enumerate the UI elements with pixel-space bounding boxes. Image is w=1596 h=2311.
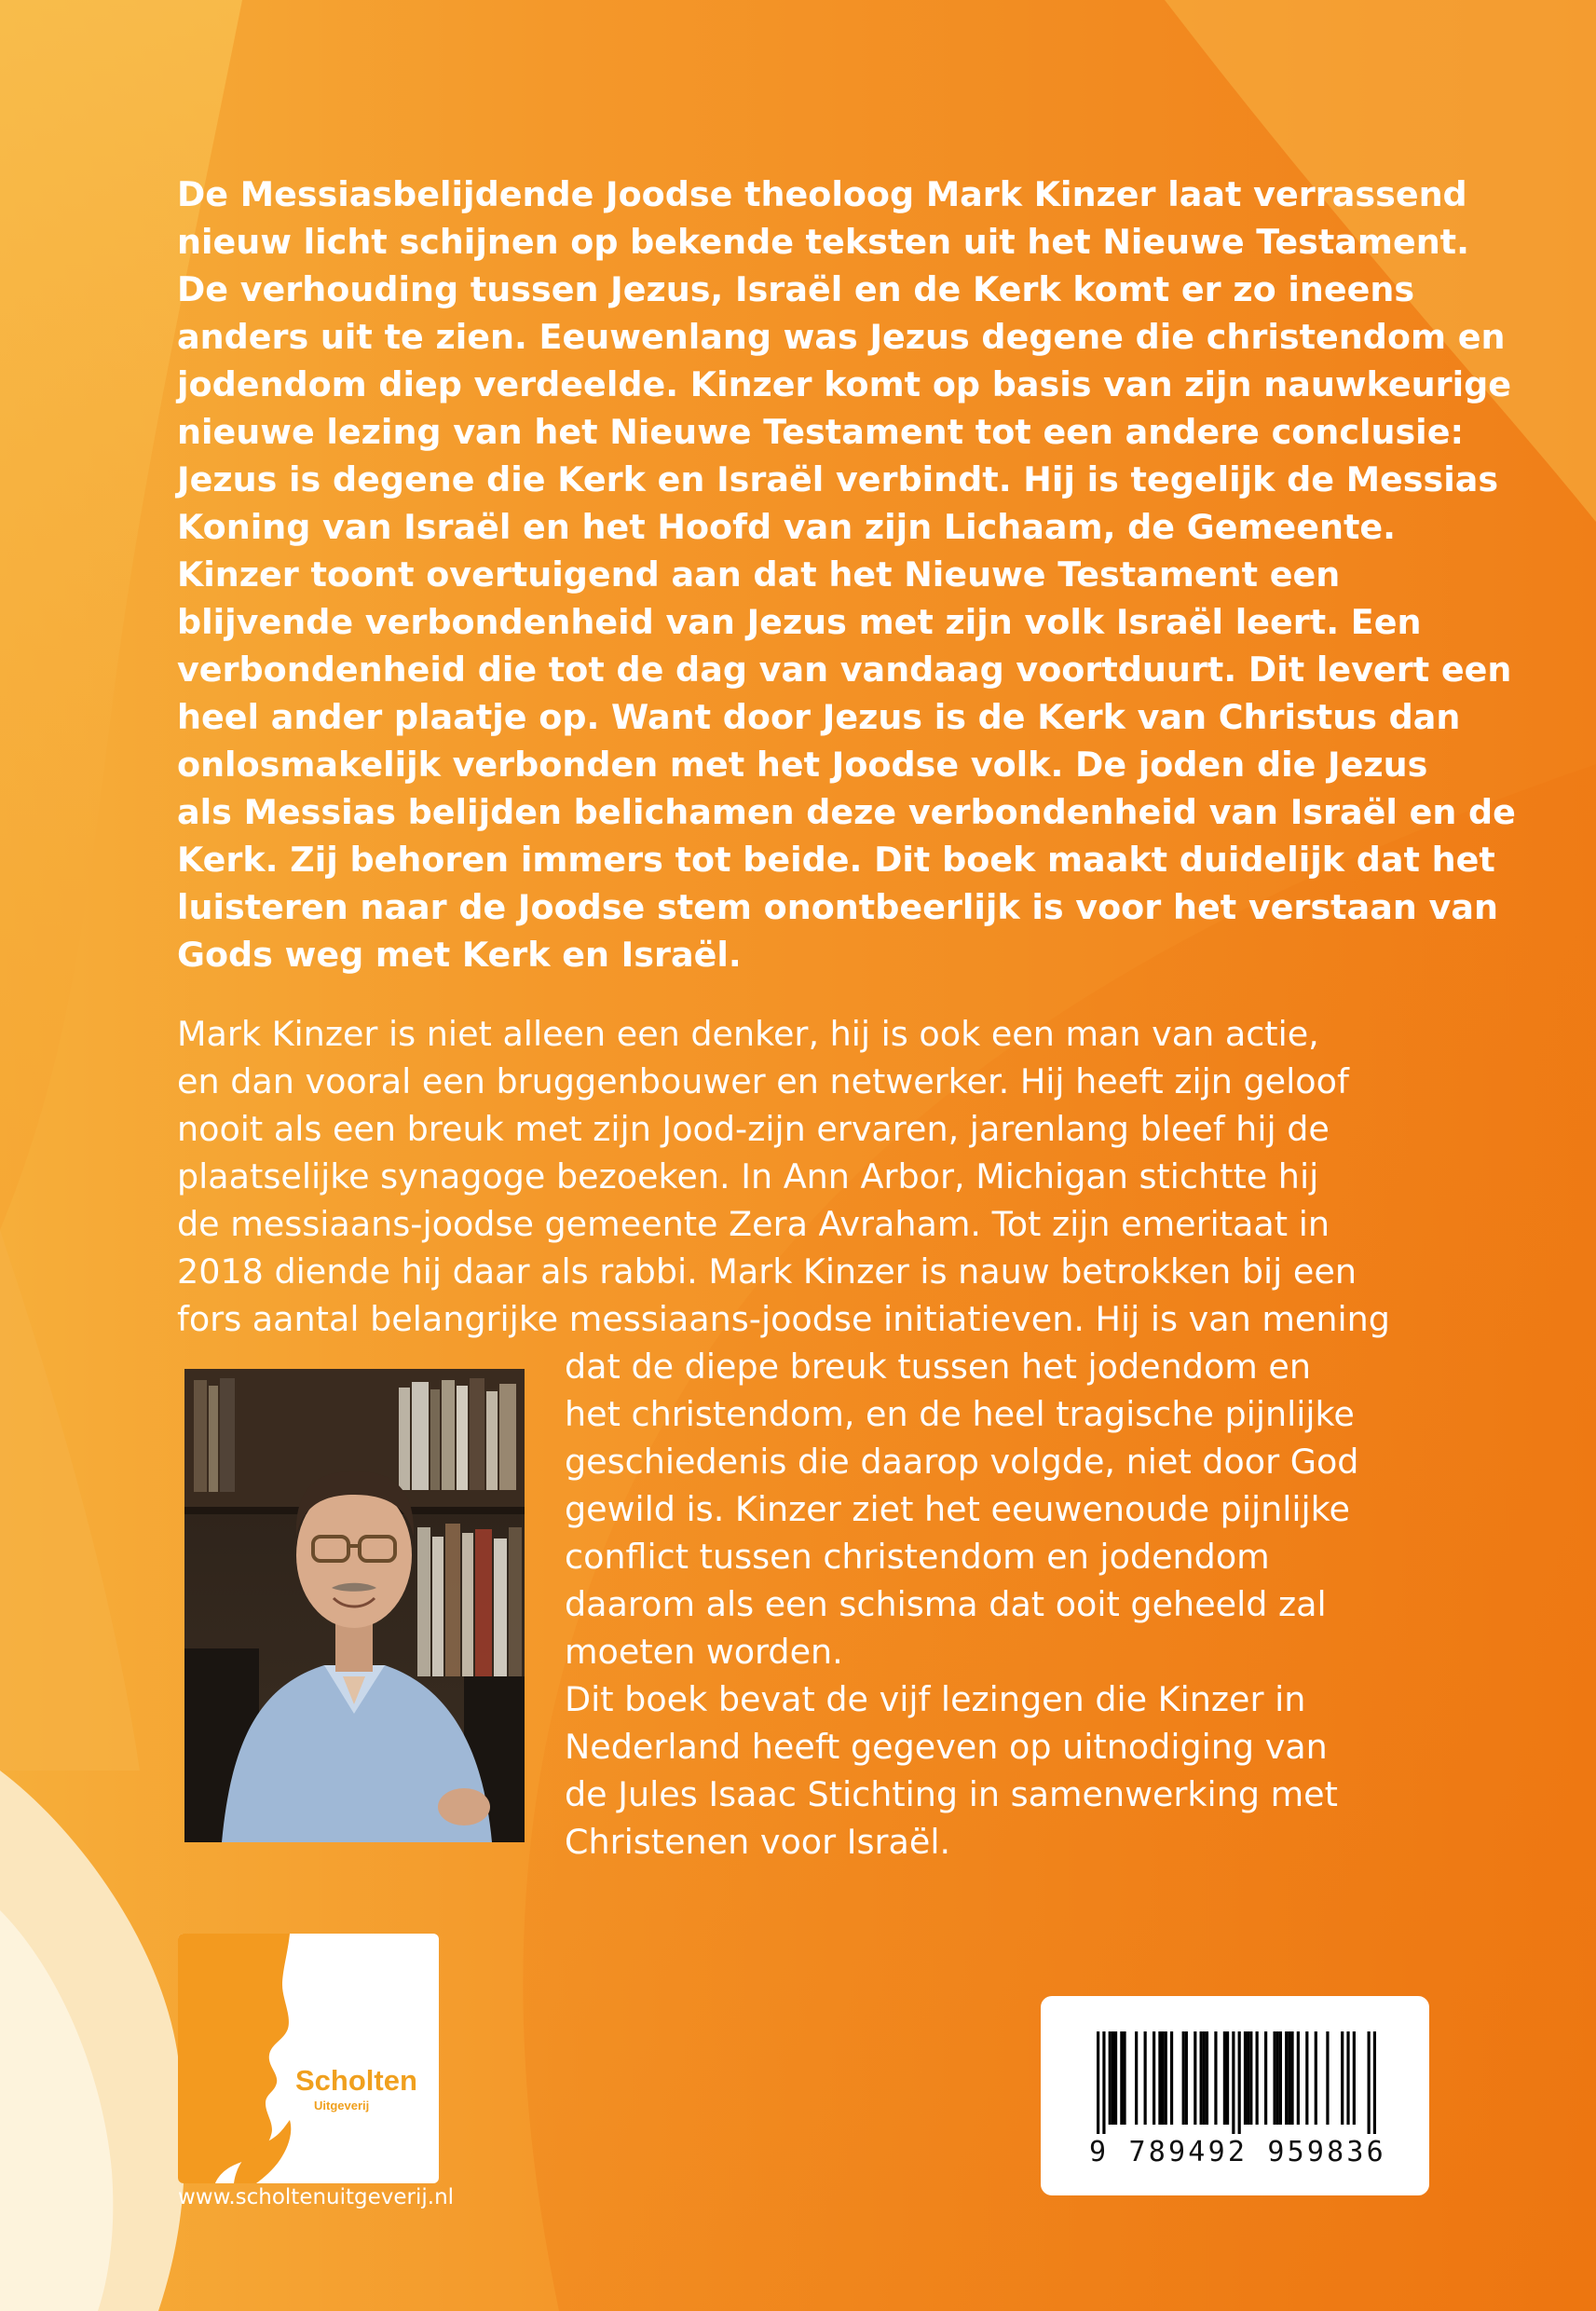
isbn-barcode [1041, 1996, 1429, 2195]
barcode-bar [1244, 2031, 1247, 2125]
barcode-bar [1226, 2031, 1229, 2125]
barcode-bar [1285, 2031, 1288, 2125]
publisher-logo [178, 1934, 439, 2183]
bio-line: plaatselijke synagoge bezoeken. In Ann Arbor, Michigan stichtte hij [177, 1156, 1319, 1197]
description-line: als Messias belijden belichamen deze verbondenheid van Israël en de [177, 792, 1516, 832]
barcode-bar [1182, 2031, 1185, 2125]
description-line: De Messiasbelijdende Joodse theoloog Mark Kinzer laat verrassend [177, 174, 1467, 214]
bio-line: gewild is. Kinzer ziet het eeuwenoude pijnlijke [565, 1489, 1350, 1529]
bio-line: 2018 diende hij daar als rabbi. Mark Kinzer is nauw betrokken bij een [177, 1251, 1357, 1292]
barcode-bar [1158, 2031, 1161, 2125]
description-line: Kinzer toont overtuigend aan dat het Nieuwe Testament een [177, 554, 1341, 595]
description-line: blijvende verbondenheid van Jezus met zijn volk Israël leert. Een [177, 602, 1422, 642]
publisher-subtitle: Uitgeverij [314, 2099, 370, 2113]
description-line: verbondenheid die tot de dag van vandaag voortduurt. Dit levert een [177, 650, 1512, 690]
barcode-bar [1109, 2031, 1112, 2125]
description-line: nieuwe lezing van het Nieuwe Testament tot een andere conclusie: [177, 412, 1465, 452]
barcode-bar [1161, 2031, 1164, 2125]
barcode-bar [1249, 2031, 1252, 2125]
barcode-bar [1368, 2031, 1371, 2134]
description-line: onlosmakelijk verbonden met het Joodse volk. De joden die Jezus [177, 745, 1428, 785]
barcode-bar [1326, 2031, 1329, 2125]
barcode-bar [1194, 2031, 1196, 2125]
bio-line: nooit als een breuk met zijn Jood-zijn ervaren, jarenlang bleef hij de [177, 1109, 1330, 1149]
bio-line: daarom als een schisma dat ooit geheeld zal [565, 1584, 1327, 1624]
barcode-bar [1276, 2031, 1279, 2125]
bio-line: en dan vooral een bruggenbouwer en netwerker. Hij heeft zijn geloof [177, 1061, 1349, 1101]
barcode-bar [1341, 2031, 1344, 2125]
bio-line: Dit boek bevat de vijf lezingen die Kinzer in [565, 1679, 1306, 1719]
description-line: jodendom diep verdeelde. Kinzer komt op basis van zijn nauwkeurige [177, 364, 1511, 404]
barcode-bar [1102, 2031, 1105, 2134]
barcode-bar [1297, 2031, 1300, 2125]
description-line: nieuw licht schijnen op bekende teksten uit het Nieuwe Testament. [177, 222, 1469, 262]
bio-line: Nederland heeft gegeven op uitnodiging van [565, 1727, 1328, 1767]
barcode-bar [1120, 2031, 1123, 2125]
barcode-bar [1214, 2031, 1217, 2125]
author-photo [184, 1369, 525, 1842]
barcode-bar [1153, 2031, 1155, 2125]
bio-line: de Jules Isaac Stichting in samenwerking met [565, 1774, 1338, 1814]
barcode-bar [1279, 2031, 1282, 2125]
bio-line: moeten worden. [565, 1632, 843, 1672]
bio-line: geschiedenis die daarop volgde, niet door God [565, 1442, 1359, 1482]
barcode-bar [1373, 2031, 1376, 2134]
description-line: luisteren naar de Joodse stem onontbeerlijk is voor het verstaan van [177, 887, 1498, 927]
bio-line: de messiaans-joodse gemeente Zera Avraham. Tot zijn emeritaat in [177, 1204, 1330, 1244]
barcode-bar [1232, 2031, 1235, 2134]
barcode-bar [1273, 2031, 1275, 2125]
barcode-bar [1200, 2031, 1203, 2125]
barcode-bars [1097, 2031, 1376, 2134]
barcode-bar [1247, 2031, 1249, 2125]
barcode-bar [1353, 2031, 1356, 2125]
barcode-bar [1206, 2031, 1208, 2125]
barcode-bar [1223, 2031, 1226, 2125]
bio-line: conflict tussen christendom en jodendom [565, 1537, 1270, 1577]
barcode-bar [1290, 2031, 1293, 2125]
barcode-bar [1346, 2031, 1349, 2125]
barcode-bar [1144, 2031, 1147, 2125]
description-line: Koning van Israël en het Hoofd van zijn Lichaam, de Gemeente. [177, 507, 1397, 547]
description-line: De verhouding tussen Jezus, Israël en de Kerk komt er zo ineens [177, 269, 1415, 309]
barcode-bar [1264, 2031, 1267, 2125]
isbn-number: 9 789492 959836 [1089, 2136, 1386, 2168]
description-line: anders uit te zien. Eeuwenlang was Jezus degene die christendom en [177, 317, 1506, 357]
barcode-bar [1112, 2031, 1114, 2125]
barcode-bar [1256, 2031, 1259, 2125]
barcode-bar [1315, 2031, 1317, 2125]
barcode-bar [1170, 2031, 1173, 2125]
barcode-bar [1097, 2031, 1099, 2134]
bio-line: dat de diepe breuk tussen het jodendom en [565, 1347, 1312, 1387]
barcode-bar [1305, 2031, 1308, 2125]
bio-line: het christendom, en de heel tragische pijnlijke [565, 1394, 1355, 1434]
bio-line: Mark Kinzer is niet alleen een denker, hij is ook een man van actie, [177, 1014, 1319, 1054]
description-line: Jezus is degene die Kerk en Israël verbindt. Hij is tegelijk de Messias [177, 459, 1499, 499]
barcode-bar [1123, 2031, 1125, 2125]
barcode-bar [1135, 2031, 1138, 2125]
publisher-name: Scholten [295, 2064, 417, 2097]
barcode-bar [1288, 2031, 1290, 2125]
publisher-website[interactable]: www.scholtenuitgeverij.nl [178, 2185, 455, 2209]
barcode-bar [1165, 2031, 1167, 2125]
description-line: Gods weg met Kerk en Israël. [177, 935, 742, 975]
description-line: heel ander plaatje op. Want door Jezus is de Kerk van Christus dan [177, 697, 1461, 737]
barcode-bar [1238, 2031, 1241, 2134]
description-line: Kerk. Zij behoren immers tot beide. Dit boek maakt duidelijk dat het [177, 840, 1495, 880]
barcode-bar [1185, 2031, 1188, 2125]
barcode-bar [1114, 2031, 1117, 2125]
barcode-bar [1203, 2031, 1206, 2125]
bio-line: fors aantal belangrijke messiaans-joodse initiatieven. Hij is van mening [177, 1299, 1390, 1339]
profile-silhouette-icon [178, 1934, 439, 2183]
bio-line: Christenen voor Israël. [565, 1822, 951, 1862]
